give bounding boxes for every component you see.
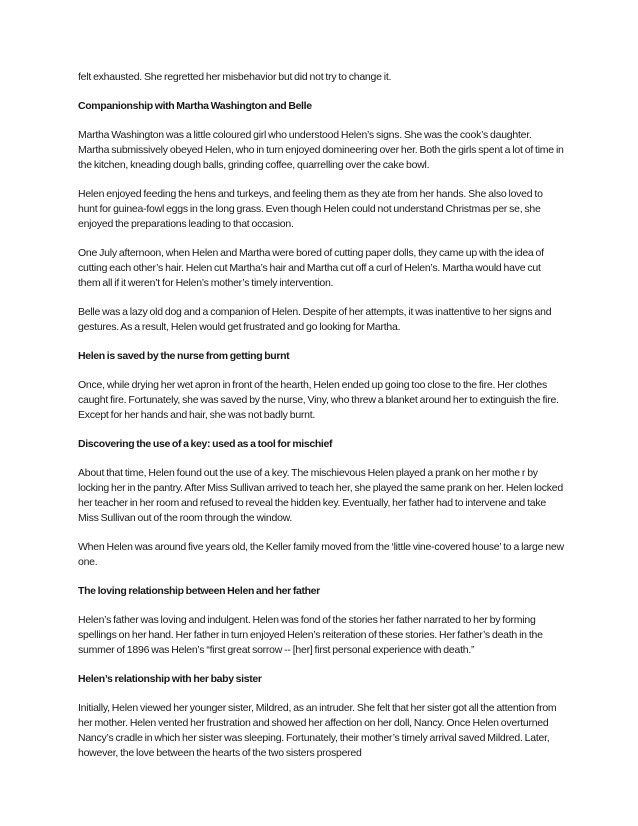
paragraph-sister: Initially, Helen viewed her younger sister, Mildred, as an intruder. She felt that her sister got all the attention from her mother. Helen vented her frustration and showed her affection on her doll, Nancy. Once Helen overturned Nancy’s cradle in which her sister was sleeping. Fortunately, their mother’s timely arrival saved Mildred. Later, however, the love between the hearts of the two sisters prospered [78, 702, 557, 759]
paragraph-key: About that time, Helen found out the use of a key. The mischievous Helen played a prank on her mothe r by locking her in the pantry. After Miss Sullivan arrived to teach her, she played the same prank on her. Helen locked her teacher in her room and refused to reveal the hidden key. Eventually, her father had to intervene and take Miss Sullivan out of the room through the window. [78, 467, 563, 524]
section-heading-father: The loving relationship between Helen and her father [78, 585, 320, 597]
paragraph-haircut: One July afternoon, when Helen and Martha were bored of cutting paper dolls, they came up with the idea of cutting each other’s hair. Helen cut Martha’s hair and Martha cut off a curl of Helen’s. Martha would have cut them all if it weren’t for Helen’s mother’s timely intervention. [78, 247, 544, 289]
paragraph-martha: Martha Washington was a little coloured girl who understood Helen’s signs. She was the cook’s daughter. Martha submissively obeyed Helen, who in turn enjoyed domineering over her. Both the girls spent a lot of time in the kitchen, kneading dough balls, grinding coffee, quarrelling over the cake bowl. [78, 129, 564, 171]
paragraph-father: Helen’s father was loving and indulgent. Helen was fond of the stories her father narrated to her by forming spellings on her hand. Her father in turn enjoyed Helen’s reiteration of these stories. Her father’s death in the summer of 1896 was Helen’s “first great sorrow -- [her] first personal experience with death.” [78, 614, 543, 656]
document-page [78, 70, 564, 775]
section-heading-sister: Helen’s relationship with her baby sister [78, 673, 262, 685]
paragraph-fire: Once, while drying her wet apron in front of the hearth, Helen ended up going too close to the fire. Her clothes caught fire. Fortunately, she was saved by the nurse, Viny, who threw a blanket around her to extinguish the fire. Except for her hands and hair, she was not badly burnt. [78, 379, 559, 421]
section-heading-key: Discovering the use of a key: used as a tool for mischief [78, 438, 333, 450]
section-heading-burnt: Helen is saved by the nurse from getting burnt [78, 350, 290, 362]
paragraph-continued: felt exhausted. She regretted her misbehavior but did not try to change it. [78, 71, 392, 83]
section-heading-companionship: Companionship with Martha Washington and Belle [78, 100, 312, 112]
paragraph-belle: Belle was a lazy old dog and a companion of Helen. Despite of her attempts, it was inattentive to her signs and gestures. As a result, Helen would get frustrated and go looking for Martha. [78, 306, 552, 333]
paragraph-hens: Helen enjoyed feeding the hens and turkeys, and feeling them as they ate from her hands. She also loved to hunt for guinea-fowl eggs in the long grass. Even though Helen could not understand Christmas per se, she enjoyed the preparations leading to that occasion. [78, 188, 543, 230]
paragraph-move: When Helen was around five years old, the Keller family moved from the ‘little vine-covered house’ to a large new one. [78, 541, 564, 568]
